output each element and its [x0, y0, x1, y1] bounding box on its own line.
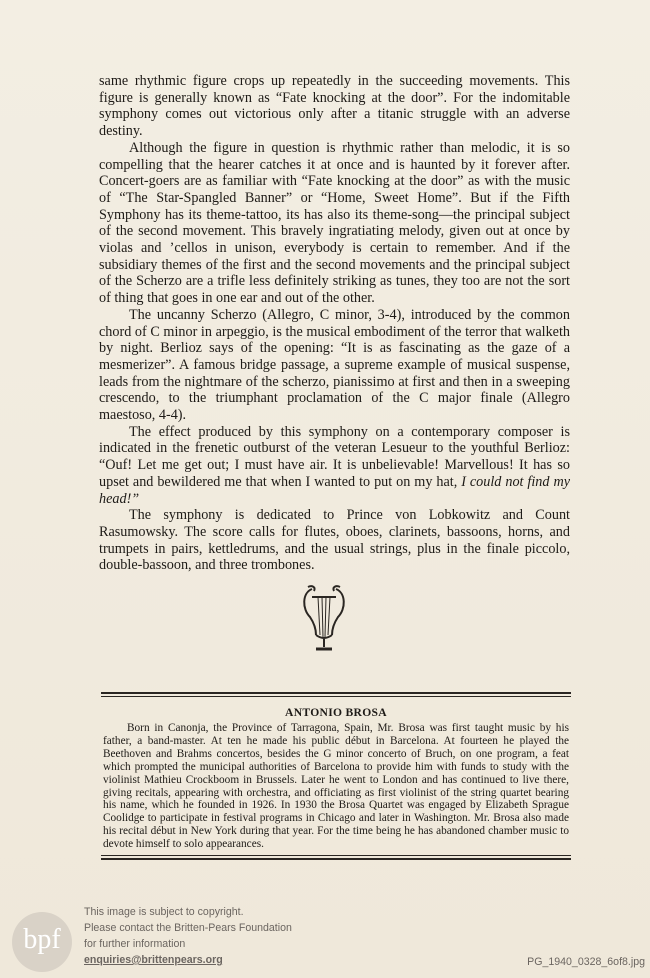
- copyright-line-2: Please contact the Britten-Pears Foundation: [84, 922, 292, 934]
- article-body: [99, 73, 570, 574]
- lyre-icon: [298, 583, 350, 653]
- bpf-logo: bpf: [12, 912, 72, 972]
- bio-rule-bottom: [101, 855, 571, 860]
- copyright-line-3: for further information: [84, 938, 186, 950]
- bio-title: ANTONIO BROSA: [285, 706, 387, 719]
- performer-bio: [101, 692, 571, 860]
- paragraph-5: The symphony is dedicated to Prince von Lobkowitz and Count Rasumowsky. The score calls for flutes, oboes, clarinets, bassoons, horns, and trumpets in pairs, kettledrums, and the usual strings, plus in the finale piccolo, double-bassoon, and three trombones.: [99, 507, 570, 574]
- copyright-watermark: [0, 898, 320, 978]
- paragraph-1: same rhythmic figure crops up repeatedly in the succeeding movements. This figure is generally known as “Fate knocking at the door”. For the indomitable symphony comes out victorious only after a titanic struggle with an adverse destiny.: [99, 73, 570, 140]
- copyright-notice: [84, 904, 314, 968]
- bio-text: Born in Canonja, the Province of Tarragona, Spain, Mr. Brosa was first taught music by his father, a band-master. At ten he made his public début in Barcelona. At fourteen he played the Beethoven and Brahms concertos, besides the G minor concerto of Bruch, on one program, a feat which prompted the municipal authorities of Barcelona to provide him with funds to study with the violinist Mathieu Crockboom in Brussels. Later he went to London and has continued to live there, giving recitals, appearing with orchestra, and officiating as first violinist of the string quartet bearing his name, which he founded in 1926. In 1930 the Brosa Quartet was engaged by Elizabeth Sprague Coolidge to participate in festival programs in Chicago and later in Washington. Mr. Brosa also made his recital début in New York during that year. For the time being he has abandoned chamber music to devote himself to solo appearances.: [103, 722, 569, 851]
- paragraph-4-text: The effect produced by this symphony on a contemporary composer is indicated in the frenetic outburst of the veteran Lesueur to the youthful Berlioz: “Ouf! Let me get out; I must have air. It is unbelievable! Marvellous! It has so upset and bewildered me that when I wanted to put on my hat,: [99, 423, 570, 490]
- image-filename: PG_1940_0328_6of8.jpg: [527, 956, 645, 968]
- paragraph-3: The uncanny Scherzo (Allegro, C minor, 3-4), introduced by the common chord of C minor in arpeggio, is the musical embodiment of the terror that walketh by night. Berlioz says of the opening: “It is as fascinating as the gaze of a mesmerizer”. A famous bridge passage, a supreme example of musical suspense, leads from the nightmare of the scherzo, pianissimo at first and then in a sweeping crescendo, to the triumphant proclamation of the C major finale (Allegro maestoso, 4-4).: [99, 306, 570, 424]
- paragraph-2: Although the figure in question is rhythmic rather than melodic, it is so compelling that the hearer catches it at once and is haunted by it forever after. Concert-goers are as familiar with “Fate knocking at the door” as with the music of “The Star-Spangled Banner” or “Home, Sweet Home”. But if the Fifth Symphony has its theme-tattoo, its has also its theme-song—the principal subject of the second movement. This bravely ingratiating melody, given out at once by violas and ’cellos in unison, everybody is certain to remember. And if the subsidiary themes of the first and the second movements and the principal subject of the Scherzo are a trifle less definitely striking as tunes, they too are not the sort of thing that goes in one ear and out of the other.: [99, 139, 570, 307]
- paragraph-4: [99, 424, 570, 508]
- copyright-line-1: This image is subject to copyright.: [84, 906, 244, 918]
- bio-rule-top: [101, 692, 571, 697]
- copyright-email-link[interactable]: enquiries@brittenpears.org: [84, 954, 223, 966]
- paragraph-4-italic: I could not find my head!”: [99, 473, 570, 507]
